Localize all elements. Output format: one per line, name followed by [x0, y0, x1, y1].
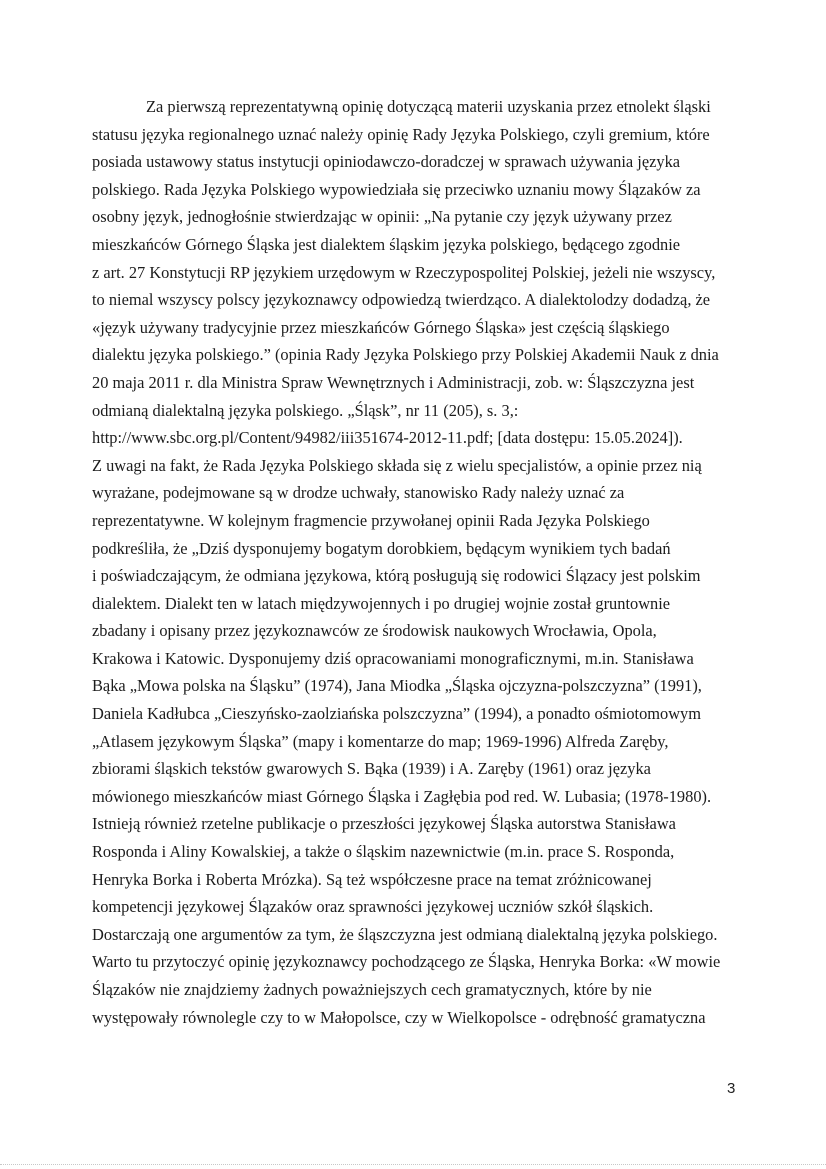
body-text: [92, 93, 742, 1031]
text-line: Warto tu przytoczyć opinię językoznawcy pochodzącego ze Śląska, Henryka Borka: «W mowie: [92, 952, 721, 972]
text-line: zbiorami śląskich tekstów gwarowych S. Bąka (1939) i A. Zaręby (1961) oraz języka: [92, 759, 651, 779]
text-line: osobny język, jednogłośnie stwierdzając w opinii: „Na pytanie czy język używany przez: [92, 207, 672, 227]
text-line: Rosponda i Aliny Kowalskiej, a także o śląskim nazewnictwie (m.in. prace S. Rosponda,: [92, 842, 675, 862]
text-line: polskiego. Rada Języka Polskiego wypowiedziała się przeciwko uznaniu mowy Ślązaków za: [92, 179, 701, 199]
text-line: odmianą dialektalną języka polskiego. „Śląsk”, nr 11 (205), s. 3,:: [92, 400, 519, 420]
text-line: statusu języka regionalnego uznać należy opinię Rady Języka Polskiego, czyli gremium, które: [92, 124, 710, 144]
text-line: Bąka „Mowa polska na Śląsku” (1974), Jana Miodka „Śląska ojczyzna-polszczyzna” (1991),: [92, 676, 702, 696]
text-line: Krakowa i Katowic. Dysponujemy dziś opracowaniami monograficznymi, m.in. Stanisława: [92, 648, 694, 668]
text-line: zbadany i opisany przez językoznawców ze środowisk naukowych Wrocławia, Opola,: [92, 621, 657, 641]
text-line: reprezentatywne. W kolejnym fragmencie przywołanej opinii Rada Języka Polskiego: [92, 510, 650, 530]
page-number: 3: [727, 1080, 736, 1097]
page-bottom-edge: [0, 1164, 826, 1165]
text-line: i poświadczającym, że odmiana językowa, którą posługują się rodowici Ślązacy jest polskim: [92, 566, 701, 586]
text-line: Istnieją również rzetelne publikacje o przeszłości językowej Śląska autorstwa Stanisława: [92, 814, 676, 834]
text-line: dialektu języka polskiego.” (opinia Rady Języka Polskiego przy Polskiej Akademii Nauk z dnia: [92, 345, 719, 365]
text-line: posiada ustawowy status instytucji opiniodawczo-doradczej w sprawach używania języka: [92, 152, 681, 172]
text-line: 20 maja 2011 r. dla Ministra Spraw Wewnętrznych i Administracji, zob. w: Śląszczyzna jest: [92, 372, 695, 392]
text-line: Dostarczają one argumentów za tym, że śląszczyzna jest odmianą dialektalną języka polskiego.: [92, 924, 718, 944]
text-line: z art. 27 Konstytucji RP językiem urzędowym w Rzeczypospolitej Polskiej, jeżeli nie wszyscy,: [92, 262, 716, 282]
text-line: mówionego mieszkańców miast Górnego Śląska i Zagłębia pod red. W. Lubasia; (1978-1980).: [92, 786, 712, 806]
text-line: Za pierwszą reprezentatywną opinię dotyczącą materii uzyskania przez etnolekt śląski: [146, 97, 711, 116]
text-line: występowały równolegle czy to w Małopolsce, czy w Wielkopolsce - odrębność gramatyczna: [92, 1007, 706, 1027]
text-line: wyrażane, podejmowane są w drodze uchwały, stanowisko Rady należy uznać za: [92, 483, 625, 503]
text-line: mieszkańców Górnego Śląska jest dialektem śląskim języka polskiego, będącego zgodnie: [92, 234, 681, 254]
text-line: „Atlasem językowym Śląska” (mapy i komentarze do map; 1969-1996) Alfreda Zaręby,: [92, 731, 669, 751]
text-line: http://www.sbc.org.pl/Content/94982/iii351674-2012-11.pdf; [data dostępu: 15.05.2024]).: [92, 428, 683, 448]
text-line: «język używany tradycyjnie przez mieszkańców Górnego Śląska» jest częścią śląskiego: [92, 317, 670, 337]
text-line: podkreśliła, że „Dziś dysponujemy bogatym dorobkiem, będącym wynikiem tych badań: [92, 538, 671, 558]
text-line: dialektem. Dialekt ten w latach międzywojennych i po drugiej wojnie został gruntownie: [92, 593, 671, 613]
text-line: kompetencji językowej Ślązaków oraz sprawności językowej uczniów szkół śląskich.: [92, 897, 654, 917]
text-line: to niemal wszyscy polscy językoznawcy odpowiedzą twierdząco. A dialektolodzy dodadzą, że: [92, 290, 711, 310]
text-line: Daniela Kadłubca „Cieszyńsko-zaolziańska polszczyzna” (1994), a ponadto ośmiotomowym: [92, 704, 701, 724]
text-line: Ślązaków nie znajdziemy żadnych poważniejszych cech gramatycznych, które by nie: [92, 980, 652, 999]
text-line: Henryka Borka i Roberta Mrózka). Są też współczesne prace na temat zróżnicowanej: [92, 869, 652, 889]
text-line: Z uwagi na fakt, że Rada Języka Polskiego składa się z wielu specjalistów, a opinie przez nią: [92, 455, 702, 475]
